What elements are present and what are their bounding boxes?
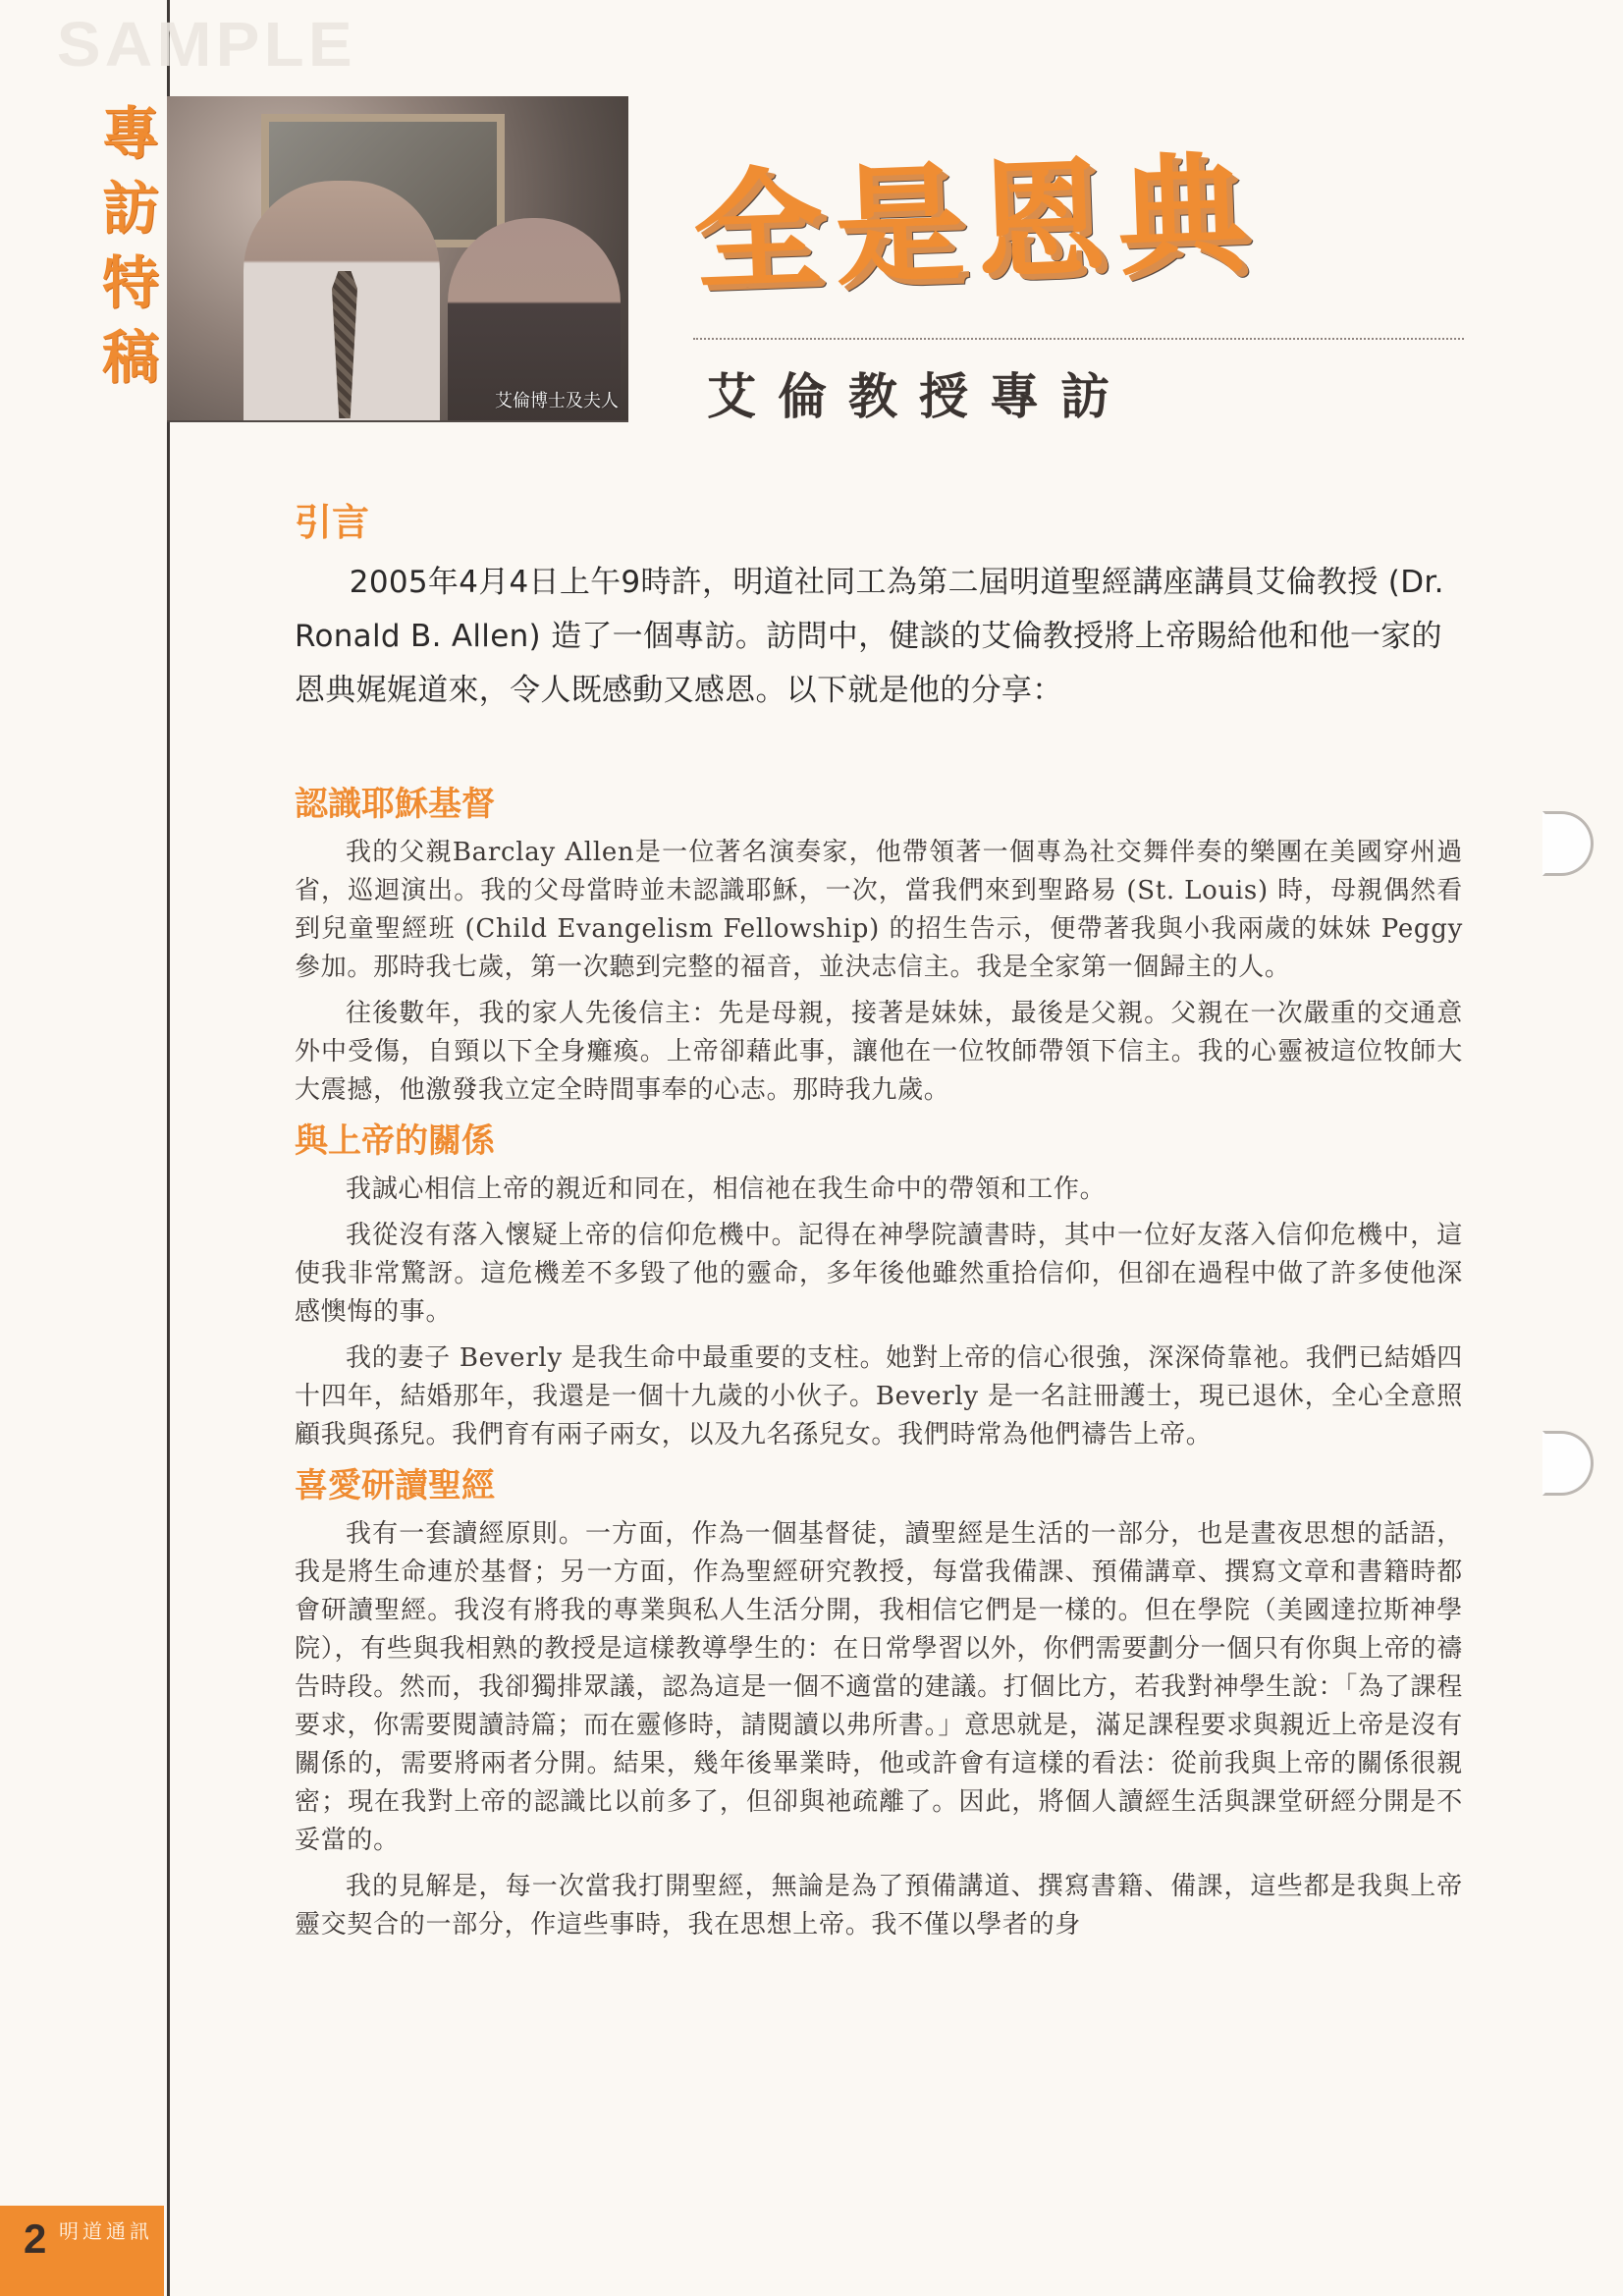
section-paragraph: 我的妻子 Beverly 是我生命中最重要的支柱。她對上帝的信心很強，深深倚靠祂。我們已結婚四十四年，結婚那年，我還是一個十九歲的小伙子。Beverly 是一名註冊護士，現已退休，全心全意照顧我與孫兒。我們育有兩子兩女，以及九名孫兒女。我們時常為他們禱告上帝。 — [295, 1343, 1463, 1449]
binder-hole-middle — [1542, 1431, 1594, 1496]
photo-caption: 艾倫博士及夫人 — [495, 391, 619, 411]
page-subtitle: 艾倫教授專訪 — [707, 367, 1131, 425]
intro-heading: 引言 — [295, 500, 370, 544]
watermark: SAMPLE — [56, 9, 356, 80]
page-badge — [0, 2206, 164, 2296]
page-number: 2 — [24, 2215, 47, 2262]
section-knowing-jesus — [295, 783, 1463, 1110]
section-heading: 與上帝的關係 — [295, 1121, 495, 1161]
binder-hole-top — [1542, 811, 1594, 876]
section-paragraph: 我的見解是，每一次當我打開聖經，無論是為了預備講道、撰寫書籍、備課，這些都是我與上帝靈交契合的一部分，作這些事時，我在思想上帝。我不僅以學者的身 — [295, 1872, 1463, 1940]
section-heading: 認識耶穌基督 — [295, 785, 495, 824]
section-paragraph: 我從沒有落入懷疑上帝的信仰危機中。記得在神學院讀書時，其中一位好友落入信仰危機中，這使我非常驚訝。這危機差不多毀了他的靈命，多年後他雖然重拾信仰，但卻在過程中做了許多使他深感懊悔的事。 — [295, 1221, 1463, 1327]
portrait-photo — [167, 96, 628, 422]
section-paragraph: 我誠心相信上帝的親近和同在，相信祂在我生命中的帶領和工作。 — [346, 1175, 1107, 1204]
section-tag: 專訪特稿 — [101, 100, 159, 391]
intro-paragraph: 2005年4月4日上午9時許，明道社同工為第二屆明道聖經講座講員艾倫教授 (Dr. Ronald B. Allen) 造了一個專訪。訪問中，健談的艾倫教授將上帝賜給他和他一家的恩典娓娓道來，令人既感動又感恩。以下就是他的分享： — [295, 565, 1444, 708]
page-title: 全是恩典 — [690, 137, 1262, 310]
section-heading: 喜愛研讀聖經 — [295, 1466, 495, 1505]
publication-name: 明道通訊 — [59, 2219, 153, 2243]
title-block — [690, 137, 1469, 342]
section-paragraph: 往後數年，我的家人先後信主：先是母親，接著是妹妹，最後是父親。父親在一次嚴重的交通意外中受傷，自頸以下全身癱瘓。上帝卻藉此事，讓他在一位牧師帶領下信主。我的心靈被這位牧師大大震撼，他激發我立定全時間事奉的心志。那時我九歲。 — [295, 999, 1463, 1105]
article-content — [295, 501, 1463, 1954]
title-divider — [693, 338, 1464, 340]
section-paragraph: 我有一套讀經原則。一方面，作為一個基督徒，讀聖經是生活的一部分，也是晝夜思想的話語，我是將生命連於基督；另一方面，作為聖經研究教授，每當我備課、預備講章、撰寫文章和書籍時都會研讀聖經。我沒有將我的專業與私人生活分開，我相信它們是一樣的。但在學院（美國達拉斯神學院），有些與我相熟的教授是這樣教導學生的：在日常學習以外，你們需要劃分一個只有你與上帝的禱告時段。然而，我卻獨排眾議，認為這是一個不適當的建議。打個比方，若我對神學生說：「為了課程要求，你需要閱讀詩篇；而在靈修時，請閱讀以弗所書。」意思就是，滿足課程要求與親近上帝是沒有關係的，需要將兩者分開。結果，幾年後畢業時，他或許會有這樣的看法：從前我與上帝的關係很親密；現在我對上帝的認識比以前多了，但卻與祂疏離了。因此，將個人讀經生活與課堂研經分開是不妥當的。 — [295, 1519, 1463, 1855]
section-bible-study — [295, 1464, 1463, 1944]
section-relationship-with-god — [295, 1120, 1463, 1454]
section-paragraph: 我的父親Barclay Allen是一位著名演奏家，他帶領著一個專為社交舞伴奏的樂團在美國穿州過省，巡迴演出。我的父母當時並未認識耶穌，一次，當我們來到聖路易 (St. Louis) 時，母親偶然看到兒童聖經班 (Child Evangelism Fellowship) 的招生告示，便帶著我與小我兩歲的妹妹 Peggy 參加。那時我七歲，第一次聽到完整的福音，並決志信主。我是全家第一個歸主的人。 — [295, 838, 1463, 982]
